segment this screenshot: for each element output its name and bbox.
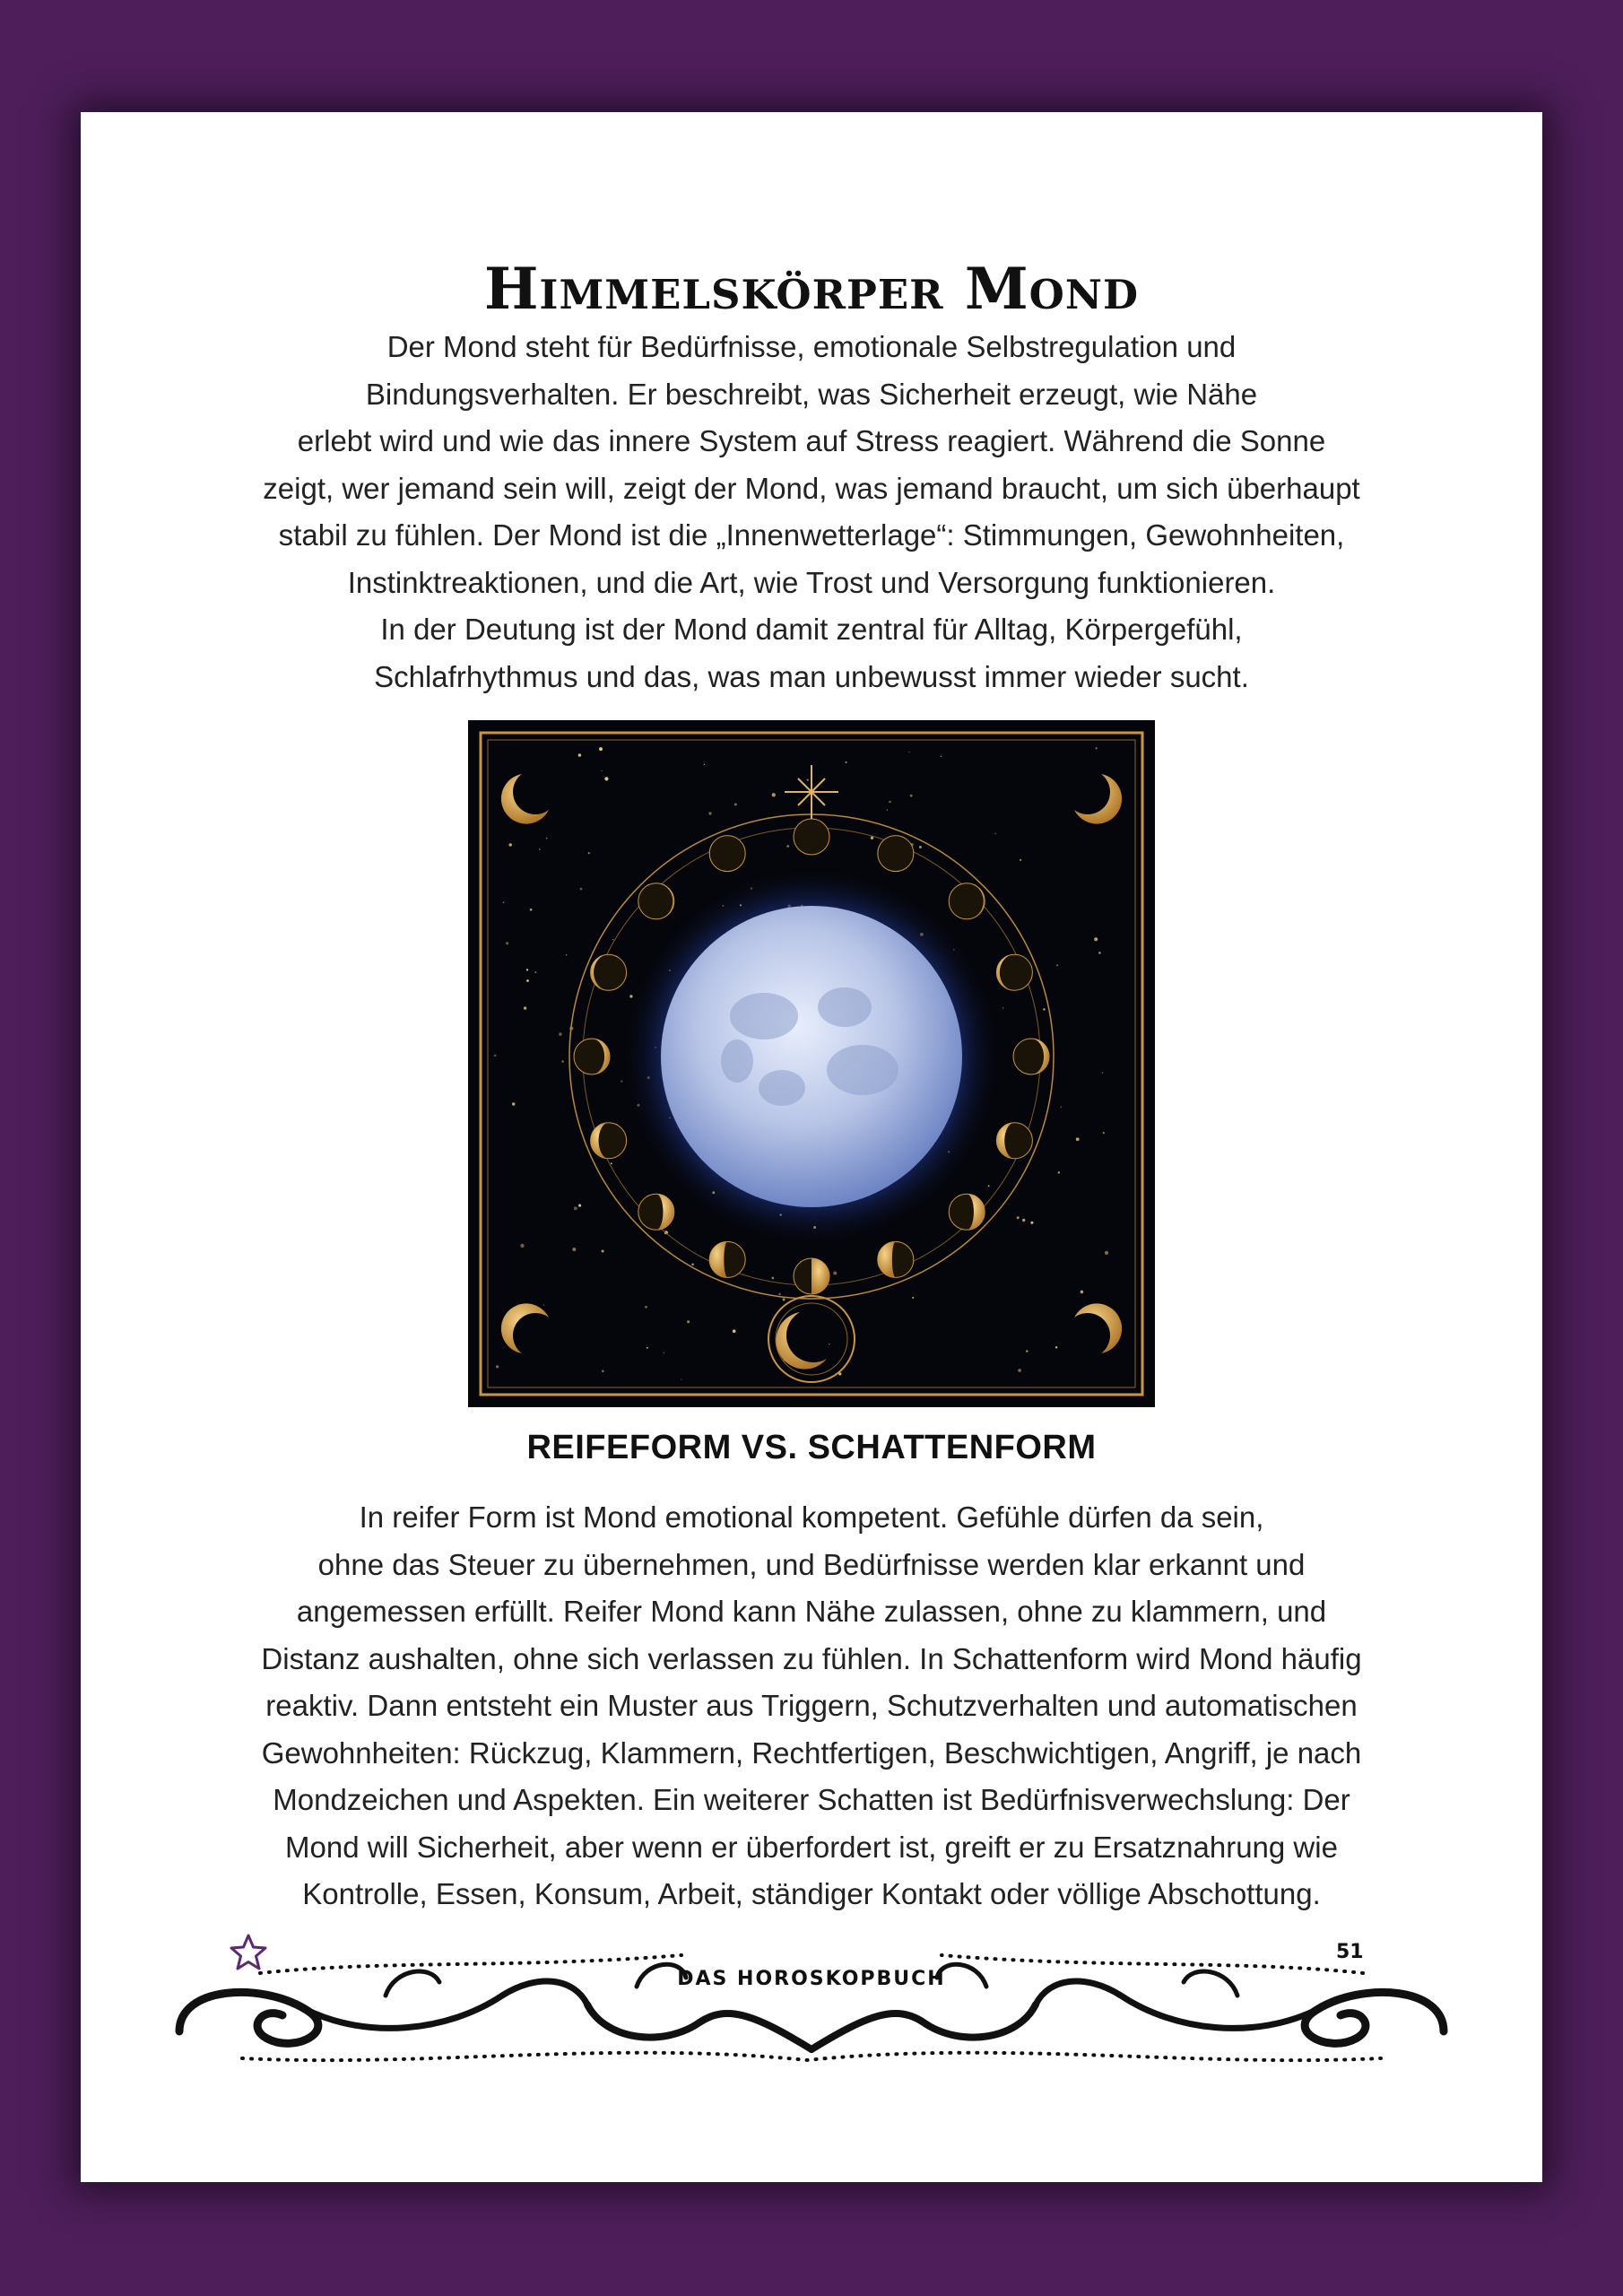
footer-book-title: DAS HOROSKOPBUCH	[677, 1968, 946, 1990]
intro-line: In der Deutung ist der Mond damit zentral für Alltag, Körpergefühl,	[380, 613, 1243, 646]
star-outline-icon	[229, 1933, 268, 1972]
body-line: In reifer Form ist Mond emotional kompetent. Gefühle dürfen da sein,	[359, 1500, 1264, 1534]
body-line: angemessen erfüllt. Reifer Mond kann Nähe zulassen, ohne zu klammern, und	[296, 1595, 1327, 1628]
body-line: ohne das Steuer zu übernehmen, und Bedürfnisse werden klar erkannt und	[317, 1547, 1306, 1581]
section-subtitle: REIFEFORM VS. SCHATTENFORM	[526, 1429, 1097, 1466]
page-footer	[161, 1933, 1462, 2067]
page-number: 51	[1336, 1941, 1364, 1963]
body-paragraph	[197, 1494, 1426, 1918]
intro-line: Instinktreaktionen, und die Art, wie Trost und Versorgung funktionieren.	[347, 565, 1276, 599]
intro-line: Bindungsverhalten. Er beschreibt, was Sicherheit erzeugt, wie Nähe	[365, 377, 1258, 411]
intro-line: stabil zu fühlen. Der Mond ist die „Innenwetterlage“: Stimmungen, Gewohnheiten,	[278, 518, 1345, 552]
page-title: Himmelskörper Mond	[483, 256, 1140, 323]
intro-line: Schlafrhythmus und das, was man unbewusst immer wieder sucht.	[374, 659, 1249, 693]
body-line: Distanz aushalten, ohne sich verlassen zu fühlen. In Schattenform wird Mond häufig	[261, 1641, 1362, 1675]
body-line: Kontrolle, Essen, Konsum, Arbeit, ständiger Kontakt oder völlige Abschottung.	[302, 1877, 1321, 1910]
body-line: Mondzeichen und Aspekten. Ein weiterer Schatten ist Bedürfnisverwechslung: Der	[273, 1783, 1350, 1816]
body-line: Gewohnheiten: Rückzug, Klammern, Rechtfertigen, Beschwichtigen, Angriff, je nach	[261, 1735, 1362, 1770]
body-line: Mond will Sicherheit, aber wenn er überfordert ist, greift er zu Ersatznahrung wie	[285, 1830, 1338, 1864]
body-line: reaktiv. Dann entsteht ein Muster aus Triggern, Schutzverhalten und automatischen	[265, 1689, 1358, 1722]
moon-phases-illustration	[468, 720, 1155, 1407]
intro-line: zeigt, wer jemand sein will, zeigt der Mond, was jemand braucht, um sich überhaupt	[263, 471, 1360, 505]
intro-paragraph	[197, 324, 1426, 700]
intro-line: Der Mond steht für Bedürfnisse, emotionale Selbstregulation und	[386, 330, 1237, 363]
full-moon-icon	[661, 906, 962, 1207]
footer-ornament-icon	[161, 1933, 1462, 2067]
intro-line: erlebt wird und wie das innere System auf Stress reagiert. Während die Sonne	[297, 424, 1326, 457]
book-page	[81, 112, 1542, 2182]
